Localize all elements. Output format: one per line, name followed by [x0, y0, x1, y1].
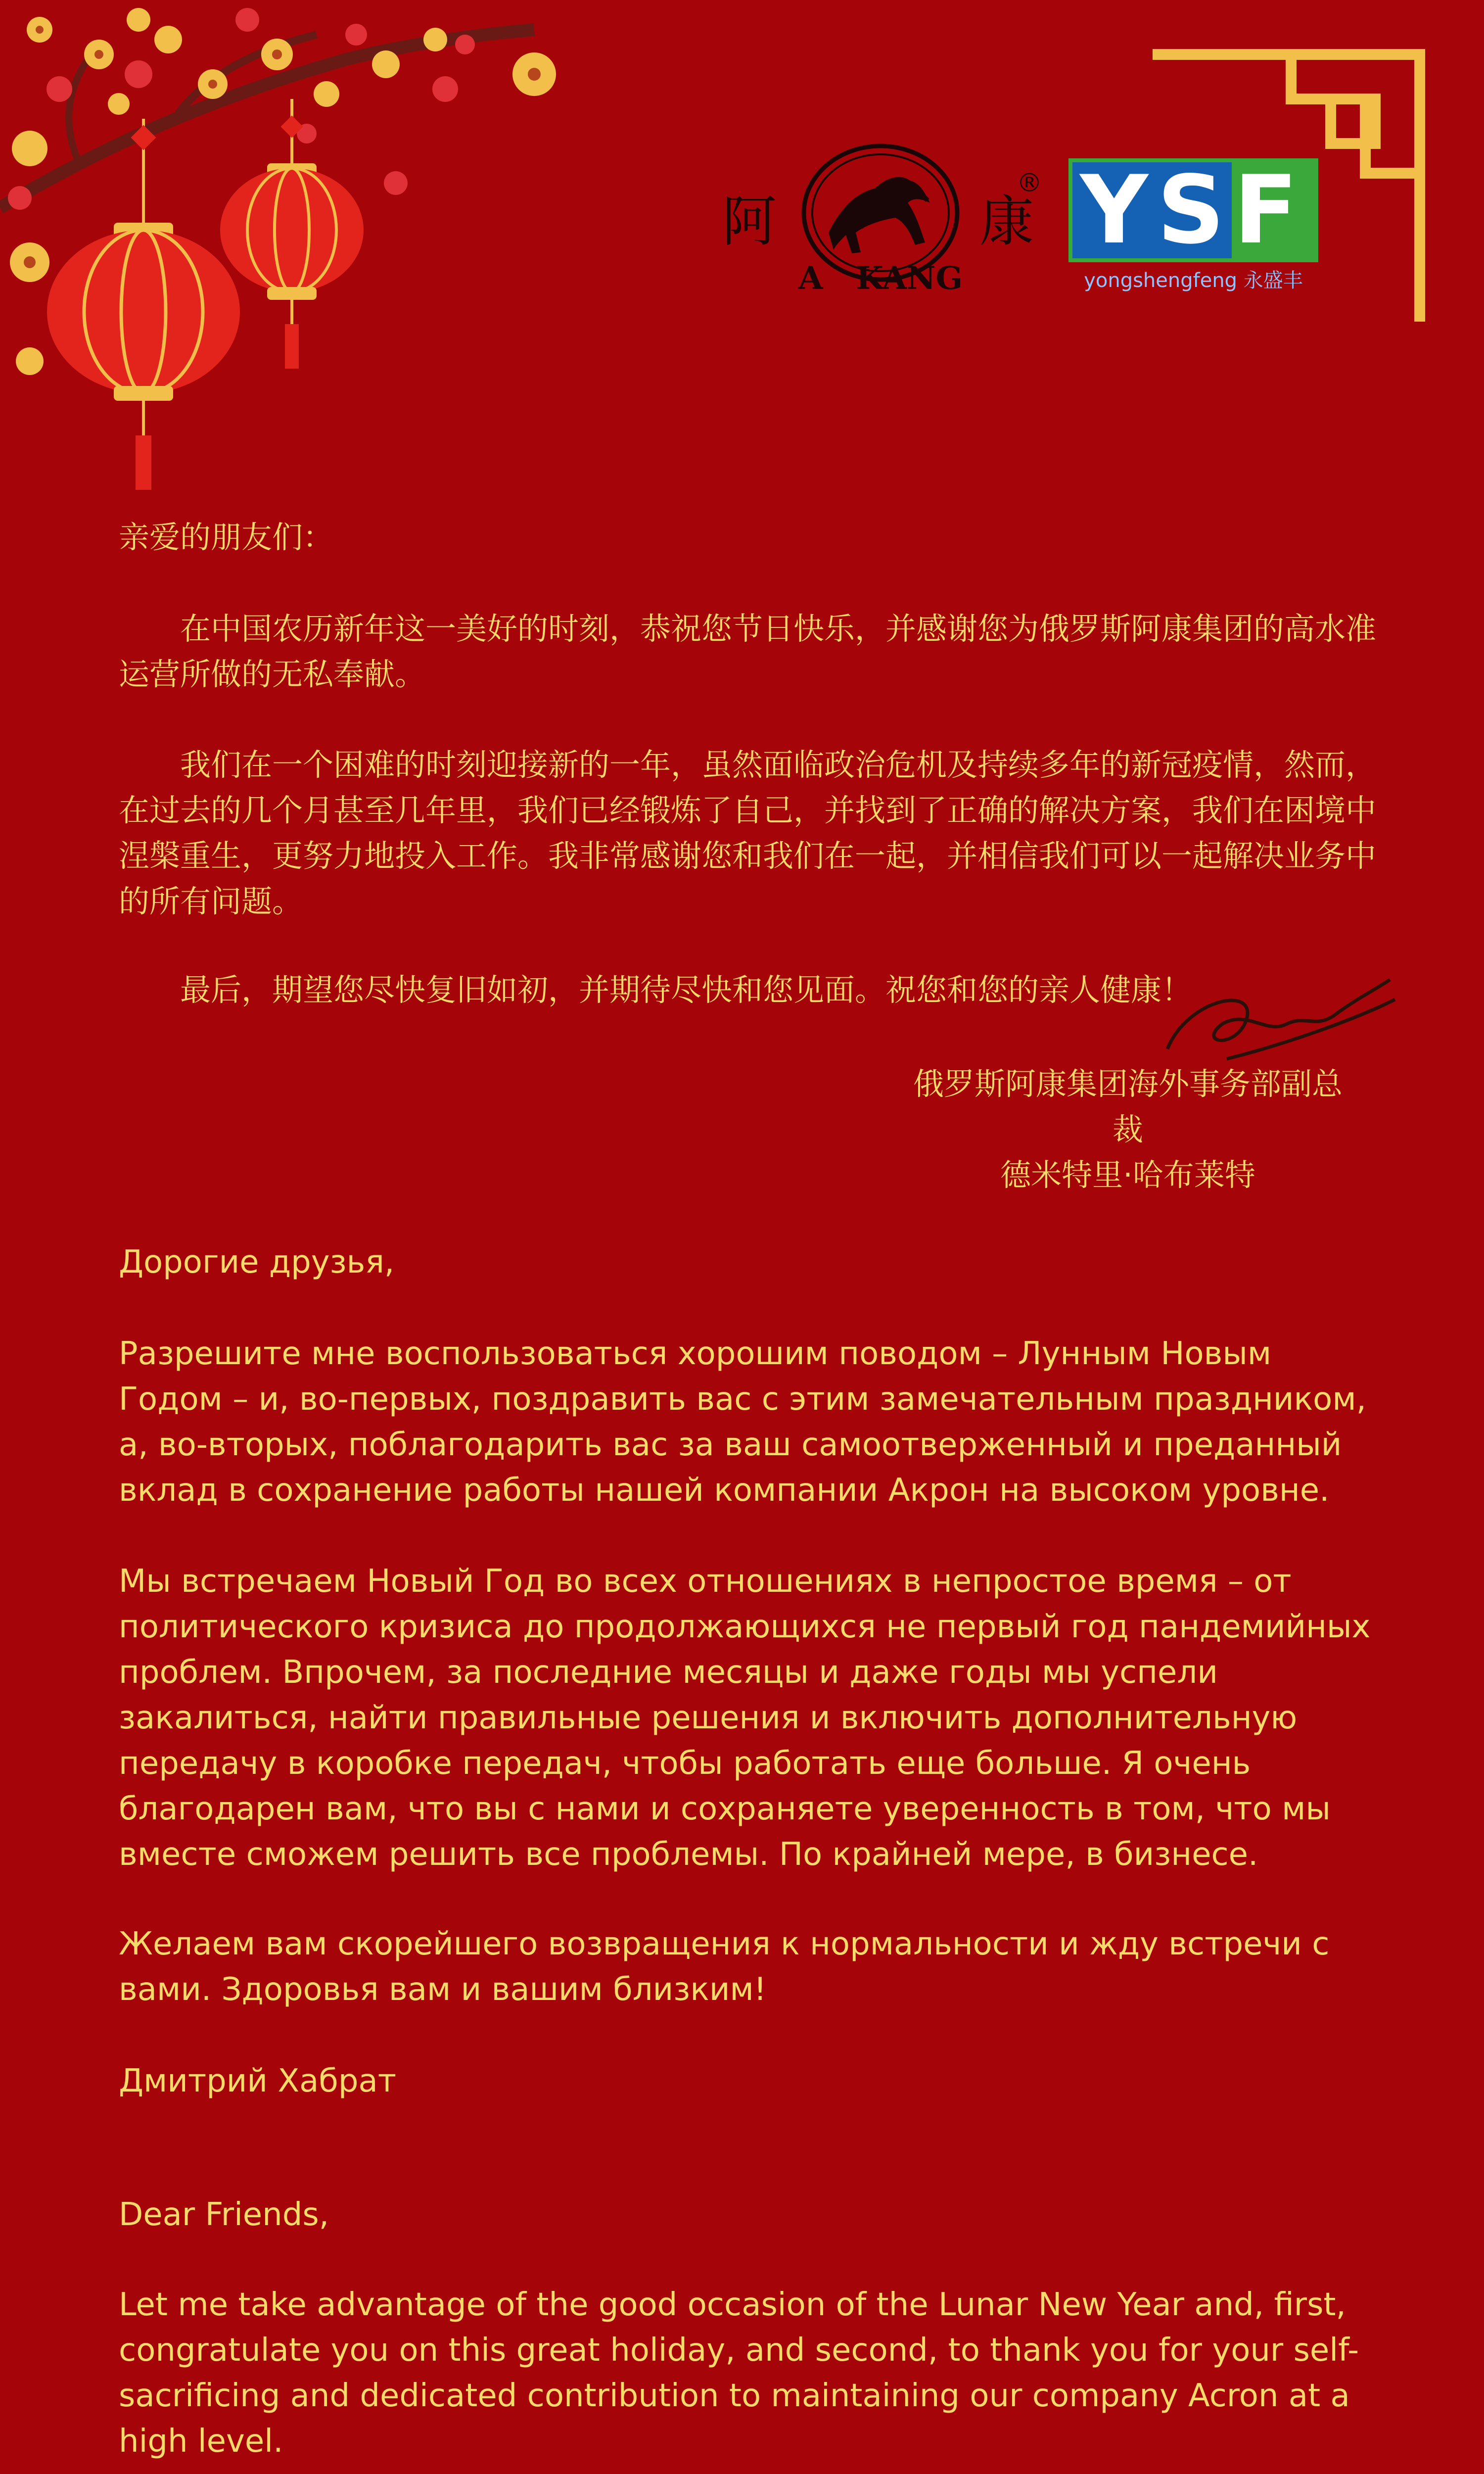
russian-paragraph-1: Разрешите мне воспользоваться хорошим поводом – Лунным Новым Годом – и, во-первых, поздравить вас с этим замечательным праздником, а, во-вторых, поблагодарить вас за ваш самоотверженный и преданный вклад в сохранение работы нашей компании Акрон на высоком уровне. — [119, 1335, 1366, 1509]
russian-body-2 — [119, 1559, 1380, 1877]
registered-mark: ® — [1017, 168, 1042, 198]
akang-logo — [712, 134, 1049, 312]
akang-right-char: 康 — [979, 190, 1034, 253]
chinese-body-2 — [119, 742, 1380, 924]
russian-body-3 — [119, 1921, 1380, 2012]
chinese-signature — [905, 1061, 1350, 1198]
russian-signature: Дмитрий Хабрат — [119, 2063, 396, 2099]
russian-signature-block — [119, 2058, 1380, 2104]
russian-paragraph-2: Мы встречаем Новый Год во всех отношениях в непростое время – от политического кризиса до продолжающихся не первый год пандемийных проблем. Впрочем, за последние месяцы и даже годы мы успели закалиться, найти правильные решения и включить дополнительную передачу в коробке передач, чтобы работать еще больше. Я очень благодарен вам, что вы с нами и сохраняете уверенность в том, что мы вместе сможем решить все проблемы. По крайней мере, в бизнесе. — [119, 1563, 1371, 1873]
chinese-signature-name: 德米特里·哈布莱特 — [1000, 1157, 1255, 1193]
akang-latin-name: A KANG — [798, 260, 963, 297]
chinese-section — [119, 515, 1380, 560]
chinese-body — [119, 606, 1380, 697]
ysf-logo — [1068, 155, 1321, 297]
akang-left-char: 阿 — [722, 190, 777, 253]
english-body-1 — [119, 2282, 1380, 2464]
russian-section — [119, 1239, 1380, 1285]
chinese-paragraph-2: 我们在一个困难的时刻迎接新的一年，虽然面临政治危机及持续多年的新冠疫情，然而，在过去的几个月甚至几年里，我们已经锻炼了自己，并找到了正确的解决方案，我们在困境中涅槃重生，更努力地投入工作。我非常感谢您和我们在一起，并相信我们可以一起解决业务中的所有问题。 — [119, 747, 1377, 919]
russian-paragraph-3: Желаем вам скорейшего возвращения к нормальности и жду встречи с вами. Здоровья вам и вашим близким! — [119, 1926, 1330, 2008]
lantern-right-icon — [220, 99, 364, 369]
chinese-paragraph-1: 在中国农历新年这一美好的时刻，恭祝您节日快乐，并感谢您为俄罗斯阿康集团的高水准运营所做的无私奉献。 — [119, 611, 1377, 692]
english-section — [119, 2192, 1380, 2237]
english-greeting: Dear Friends, — [119, 2196, 329, 2233]
chinese-body-3 — [119, 967, 1380, 1013]
chinese-greeting: 亲爱的朋友们： — [119, 519, 334, 555]
russian-body-1 — [119, 1331, 1380, 1513]
ysf-caption: yongshengfeng 永盛丰 — [1084, 269, 1303, 292]
english-paragraph-1: Let me take advantage of the good occasion of the Lunar New Year and, first, congratulate you on this great holiday, and second, to thank you for your self-sacrificing and dedicated contribution to maintaining our company Acron at a high level. — [119, 2286, 1359, 2460]
chinese-paragraph-3: 最后，期望您尽快复旧如初，并期待尽快和您见面。祝您和您的亲人健康！ — [180, 972, 1193, 1008]
lantern-left-icon — [47, 119, 240, 490]
chinese-signature-title: 俄罗斯阿康集团海外事务部副总裁 — [913, 1066, 1343, 1147]
russian-greeting: Дорогие друзья, — [119, 1244, 395, 1281]
ysf-letters: YSF — [1080, 155, 1307, 265]
